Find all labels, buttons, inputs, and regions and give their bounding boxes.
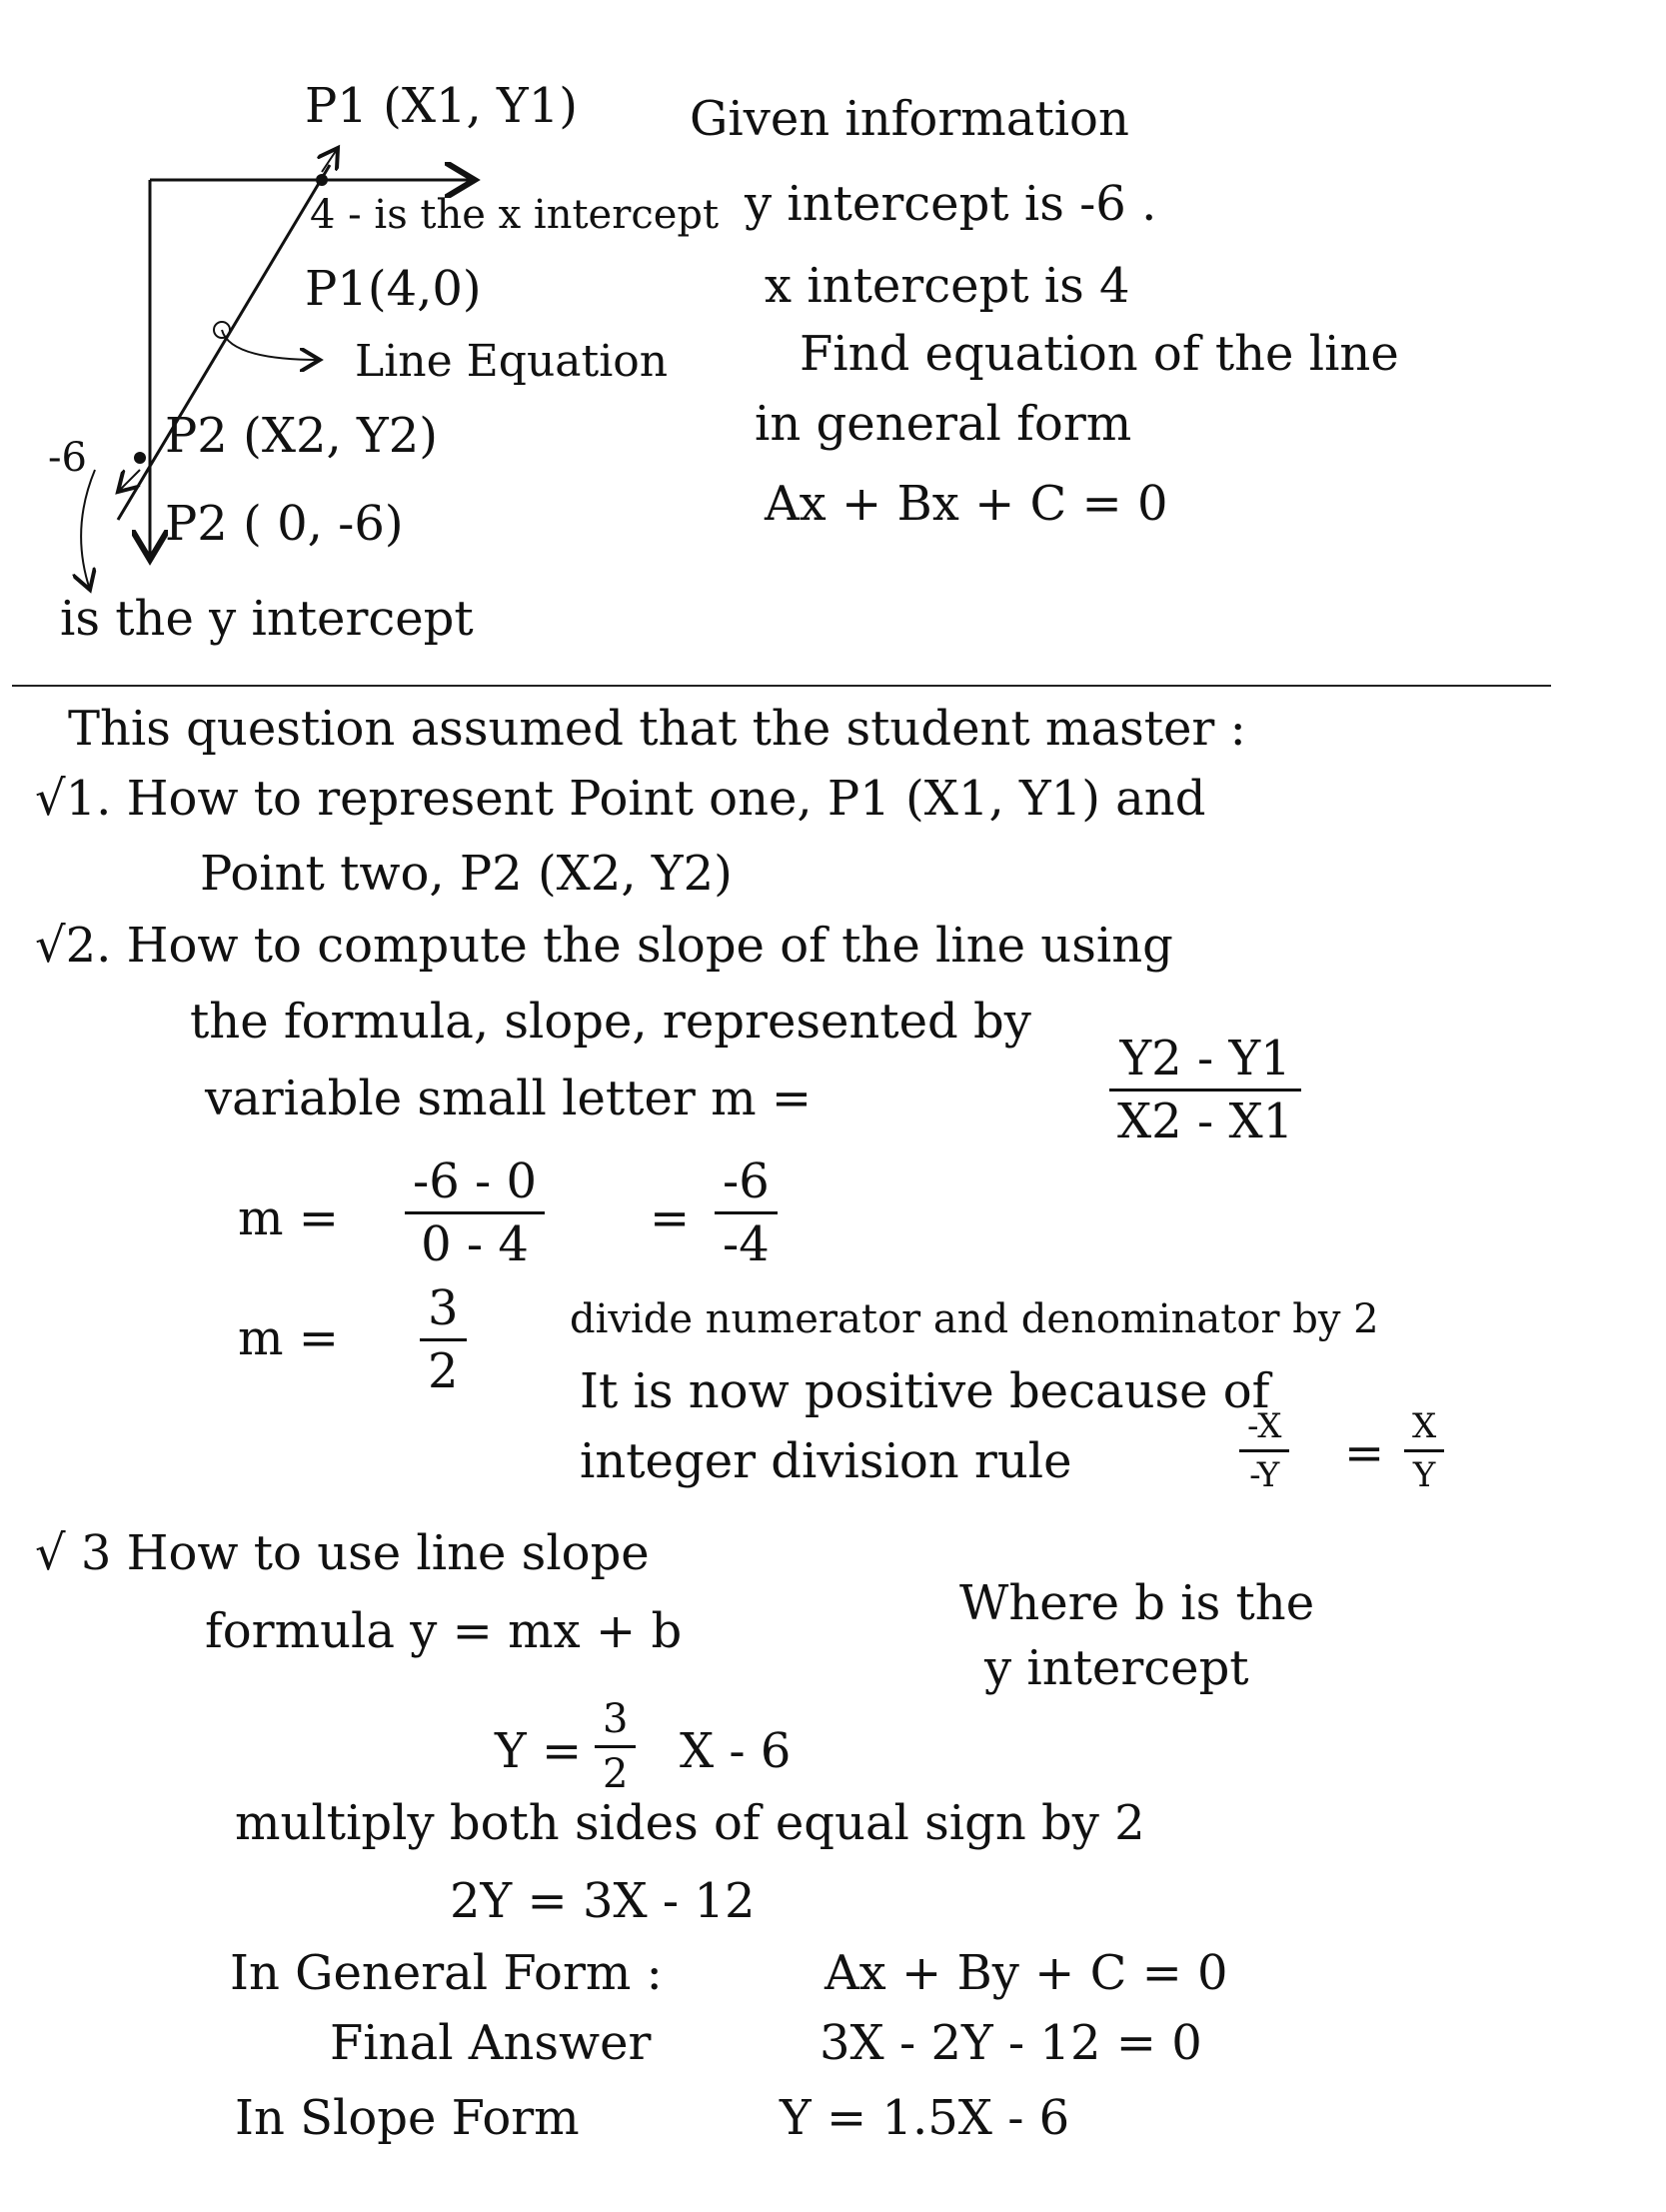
p1-pointer-arrow bbox=[322, 148, 338, 172]
rule-lhs-fraction bbox=[1239, 1406, 1289, 1495]
given-title: Given information bbox=[690, 91, 1129, 147]
calc-fraction bbox=[405, 1153, 545, 1272]
simplified-denominator: -4 bbox=[723, 1216, 770, 1272]
given-x-intercept: x intercept is 4 bbox=[765, 258, 1130, 314]
slope-form-label: In Slope Form bbox=[235, 2090, 580, 2146]
p2-label: P2 (X2, Y2) bbox=[165, 408, 438, 464]
subst-numerator: 3 bbox=[603, 1696, 629, 1742]
subst-rest: X - 6 bbox=[680, 1723, 792, 1779]
p1-dot bbox=[316, 174, 328, 186]
calc-denominator: 0 - 4 bbox=[421, 1216, 529, 1272]
general-form-eq: Ax + By + C = 0 bbox=[825, 1945, 1228, 2001]
step1-line2: Point two, P2 (X2, Y2) bbox=[200, 846, 733, 902]
given-y-intercept: y intercept is -6 . bbox=[745, 176, 1157, 232]
final-answer-label: Final Answer bbox=[330, 2015, 652, 2071]
section-divider bbox=[12, 685, 1551, 687]
neg6-tick: -6 bbox=[48, 435, 87, 481]
rule-rhs-numerator: X bbox=[1412, 1406, 1437, 1446]
step2-line2: the formula, slope, represented by bbox=[190, 994, 1031, 1050]
rule-rhs-denominator: Y bbox=[1412, 1455, 1436, 1495]
slope-form-eq: Y = 1.5X - 6 bbox=[780, 2090, 1070, 2146]
m-equals-1: m = bbox=[238, 1190, 339, 1246]
given-general-form: Ax + Bx + C = 0 bbox=[765, 476, 1168, 532]
positive-note-line1: It is now positive because of bbox=[580, 1363, 1270, 1419]
given-task-line2: in general form bbox=[755, 396, 1132, 452]
step1-line1: √1. How to represent Point one, P1 (X1, Y1) and bbox=[35, 771, 1206, 827]
step2-line3: variable small letter m = bbox=[205, 1071, 813, 1126]
eq-2y: 2Y = 3X - 12 bbox=[450, 1873, 756, 1929]
subst-y: Y = bbox=[495, 1723, 583, 1779]
general-form-label: In General Form : bbox=[230, 1945, 663, 2001]
result-fraction bbox=[420, 1280, 467, 1399]
final-answer-eq: 3X - 2Y - 12 = 0 bbox=[820, 2015, 1202, 2071]
p1-label: P1 (X1, Y1) bbox=[305, 78, 578, 134]
slope-formula-numerator: Y2 - Y1 bbox=[1119, 1031, 1291, 1087]
m-equals-2: m = bbox=[238, 1310, 339, 1366]
multiply-note: multiply both sides of equal sign by 2 bbox=[235, 1795, 1145, 1851]
positive-note-line2: integer division rule bbox=[580, 1433, 1072, 1489]
slope-formula-fraction bbox=[1109, 1031, 1301, 1149]
where-note-line2: y intercept bbox=[984, 1640, 1249, 1696]
step3-line2: formula y = mx + b bbox=[205, 1603, 683, 1659]
y-intercept-note: is the y intercept bbox=[60, 591, 474, 647]
simplified-fraction bbox=[715, 1153, 778, 1272]
rule-lhs-denominator: -Y bbox=[1249, 1455, 1280, 1495]
result-denominator: 2 bbox=[428, 1343, 459, 1399]
x-intercept-note: 4 - is the x intercept bbox=[310, 192, 720, 238]
y-intercept-arrow bbox=[81, 470, 95, 590]
rule-lhs-numerator: -X bbox=[1247, 1406, 1282, 1446]
line-equation-arrow bbox=[222, 330, 320, 360]
calc-numerator: -6 - 0 bbox=[413, 1153, 538, 1209]
intro-text: This question assumed that the student master : bbox=[68, 701, 1246, 757]
where-note-line1: Where b is the bbox=[959, 1575, 1315, 1631]
given-task-line1: Find equation of the line bbox=[800, 326, 1399, 382]
step2-line1: √2. How to compute the slope of the line using bbox=[35, 918, 1173, 974]
result-numerator: 3 bbox=[428, 1280, 459, 1336]
divide-note: divide numerator and denominator by 2 bbox=[570, 1296, 1379, 1342]
rule-rhs-fraction bbox=[1404, 1406, 1444, 1495]
simplified-numerator: -6 bbox=[723, 1153, 770, 1209]
p2-dot bbox=[134, 452, 146, 464]
rule-eq-sign: = bbox=[1344, 1425, 1385, 1481]
slope-formula-denominator: X2 - X1 bbox=[1117, 1094, 1294, 1149]
subst-fraction bbox=[595, 1696, 636, 1797]
line-equation-label: Line Equation bbox=[355, 336, 669, 387]
p1-value: P1(4,0) bbox=[305, 261, 482, 317]
p2-value: P2 ( 0, -6) bbox=[165, 496, 404, 552]
subst-denominator: 2 bbox=[603, 1751, 629, 1797]
step3-line1: √ 3 How to use line slope bbox=[35, 1525, 650, 1581]
calc-eq-sign: = bbox=[650, 1190, 691, 1246]
